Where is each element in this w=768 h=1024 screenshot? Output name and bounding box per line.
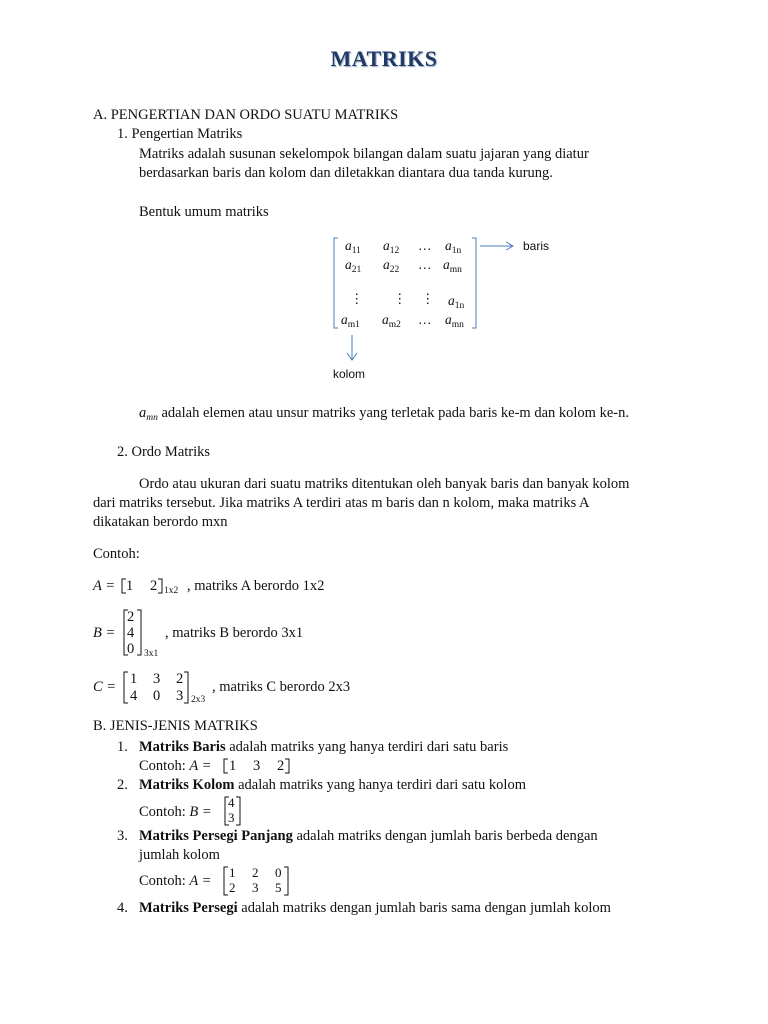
ordo-paragraph-line-2: dari matriks tersebut. Jika matriks A terdiri atas m baris dan n kolom, maka matriks A [93, 495, 590, 511]
matrix-ellipsis: … [418, 257, 432, 272]
matrix-value: 2 [127, 609, 135, 625]
definition-line-1: Matriks adalah susunan sekelompok bilangan dalam suatu jajaran yang diatur [139, 146, 589, 162]
list-item: Matriks Persegi Panjang adalah matriks dengan jumlah baris berbeda dengan [139, 828, 598, 844]
order-subscript: 3x1 [144, 649, 159, 659]
example-b-lhs: B = [93, 625, 116, 641]
example-a-lhs: A = [93, 578, 116, 594]
section-a-heading: A. PENGERTIAN DAN ORDO SUATU MATRIKS [93, 107, 399, 123]
matrix-cell: $a_{1n}$ [445, 238, 462, 256]
list-item: Matriks Kolom adalah matriks yang hanya terdiri dari satu kolom [139, 777, 526, 793]
order-subscript: 2x3 [191, 695, 206, 705]
matrix-value: 3 [253, 758, 261, 774]
item-1-label: 1. Pengertian Matriks [117, 126, 243, 142]
matrix-cell: $a_{11}$ [345, 238, 361, 256]
list-item-number: 2. [117, 777, 128, 793]
bentuk-umum-label: Bentuk umum matriks [139, 204, 269, 220]
matrix-cell: $a_{1n}$ [448, 293, 465, 311]
matrix-cell: $a_{12}$ [383, 238, 400, 256]
list-item-number: 4. [117, 900, 128, 916]
matrix-vdots: ⋮ [350, 291, 364, 306]
matrix-value: 4 [127, 625, 135, 641]
matrix-value: 0 [275, 865, 282, 880]
matrix-ellipsis: … [418, 312, 432, 327]
matrix-value: 3 [228, 810, 235, 825]
baris-label: baris [523, 239, 550, 253]
matrix-value: 4 [130, 688, 138, 704]
list-item-number: 3. [117, 828, 128, 844]
matrix-value: 0 [153, 688, 161, 704]
matrix-cell: $a_{mn}$ [445, 312, 464, 330]
example-a-text: , matriks A berordo 1x2 [187, 578, 325, 594]
definition-line-2: berdasarkan baris dan kolom dan diletakkan diantara dua tanda kurung. [139, 165, 553, 181]
matrix-vdots: ⋮ [393, 291, 407, 306]
matrix-cell: $a_{mn}$ [443, 257, 462, 275]
matrix-value: 4 [228, 795, 235, 810]
matrix-value: 1 [130, 671, 138, 687]
amn-description: $a_{mn}$ adalah elemen atau unsur matriks yang terletak pada baris ke-m dan kolom ke-n. [139, 405, 629, 423]
ordo-paragraph-line-1: Ordo atau ukuran dari suatu matriks ditentukan oleh banyak baris dan banyak kolom [139, 476, 630, 492]
kolom-label: kolom [333, 367, 366, 381]
matrix-value: 2 [150, 578, 158, 594]
example-c-lhs: C = [93, 679, 117, 695]
order-subscript: 1x2 [164, 586, 179, 596]
matrix-value: 2 [252, 865, 259, 880]
matrix-cell: $a_{m1}$ [341, 312, 360, 330]
example-row-matrix: Contoh: A = [139, 758, 212, 774]
matrix-value: 1 [229, 865, 236, 880]
matrix-value: 2 [176, 671, 184, 687]
example-column-matrix: Contoh: B = [139, 804, 212, 820]
matrix-cell: $a_{22}$ [383, 257, 400, 275]
list-item: Matriks Persegi adalah matriks dengan jumlah baris sama dengan jumlah kolom [139, 900, 611, 916]
example-c-text: , matriks C berordo 2x3 [212, 679, 351, 695]
matrix-value: 1 [126, 578, 134, 594]
matrix-value: 0 [127, 641, 135, 657]
matrix-value: 3 [153, 671, 161, 687]
matrix-value: 3 [252, 880, 259, 895]
ordo-paragraph-line-3: dikatakan berordo mxn [93, 514, 228, 530]
item-2-label: 2. Ordo Matriks [117, 444, 211, 460]
matrix-cell: $a_{21}$ [345, 257, 362, 275]
matrix-value: 1 [229, 758, 237, 774]
example-rectangular-matrix: Contoh: A = [139, 873, 212, 889]
matrix-vdots: ⋮ [421, 291, 435, 306]
matrix-value: 3 [176, 688, 184, 704]
matrix-ellipsis: … [418, 238, 432, 253]
matrix-value: 2 [229, 880, 236, 895]
example-b-text: , matriks B berordo 3x1 [165, 625, 304, 641]
section-b-heading: B. JENIS-JENIS MATRIKS [93, 718, 258, 734]
matrix-cell: $a_{m2}$ [382, 312, 401, 330]
list-item-number: 1. [117, 739, 128, 755]
list-item-continuation: jumlah kolom [139, 847, 220, 863]
page-title: MATRIKS [330, 46, 438, 71]
matrix-value: 5 [275, 880, 282, 895]
matrix-value: 2 [277, 758, 285, 774]
list-item: Matriks Baris adalah matriks yang hanya terdiri dari satu baris [139, 739, 509, 755]
contoh-label: Contoh: [93, 546, 140, 562]
